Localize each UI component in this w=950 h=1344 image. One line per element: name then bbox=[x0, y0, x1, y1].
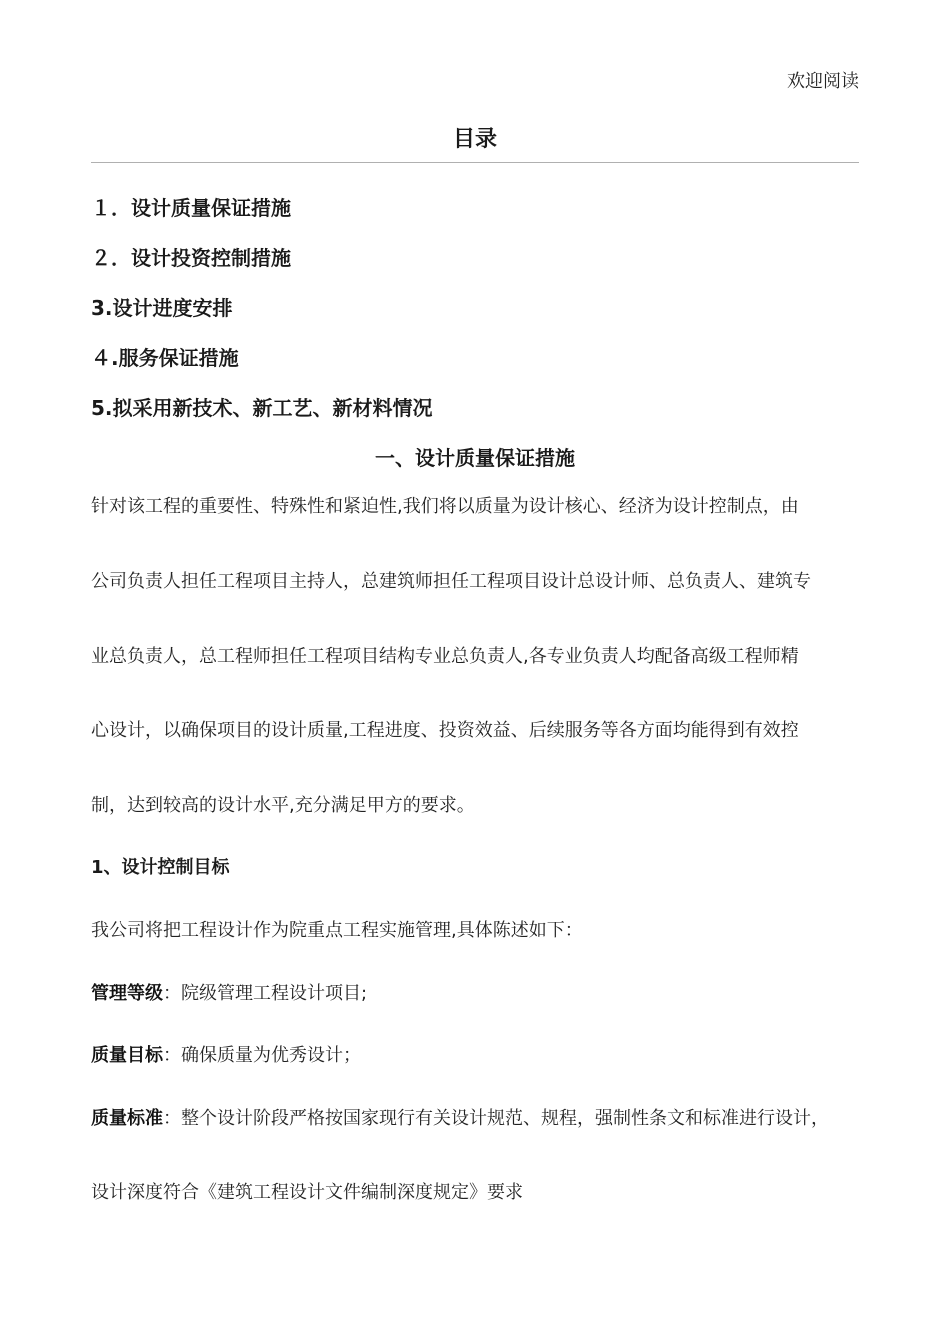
paragraph-line: 针对该工程的重要性、特殊性和紧迫性,我们将以质量为设计核心、经济为设计控制点，由 bbox=[91, 496, 799, 517]
paragraph-line: 公司负责人担任工程项目主持人，总建筑师担任工程项目设计总设计师、总负责人、建筑专 bbox=[91, 571, 811, 592]
management-level-line bbox=[91, 982, 367, 1006]
quality-standard-line bbox=[91, 1107, 829, 1131]
quality-standard-value: ：整个设计阶段严格按国家现行有关设计规范、规程，强制性条文和标准进行设计， bbox=[163, 1108, 829, 1129]
toc-item[interactable]: ２．设计投资控制措施 bbox=[91, 246, 291, 270]
paragraph-line: 心设计，以确保项目的设计质量,工程进度、投资效益、后续服务等各方面均能得到有效控 bbox=[91, 720, 799, 741]
toc-item[interactable]: ４.服务保证措施 bbox=[91, 346, 239, 370]
toc-title: 目录 bbox=[452, 127, 497, 152]
quality-standard-label: 质量标准 bbox=[91, 1108, 163, 1129]
statement-line: 我公司将把工程设计作为院重点工程实施管理,具体陈述如下： bbox=[91, 920, 583, 941]
management-level-label: 管理等级 bbox=[91, 983, 163, 1004]
quality-target-line bbox=[91, 1044, 361, 1068]
section-title: 一、设计质量保证措施 bbox=[375, 446, 575, 470]
management-level-value: ：院级管理工程设计项目; bbox=[163, 983, 368, 1004]
toc-item[interactable]: 5.拟采用新技术、新工艺、新材料情况 bbox=[91, 396, 433, 420]
header-note: 欢迎阅读 bbox=[787, 71, 859, 92]
paragraph-line: 制，达到较高的设计水平,充分满足甲方的要求。 bbox=[91, 795, 475, 816]
toc-item[interactable]: 3.设计进度安排 bbox=[91, 296, 233, 320]
quality-target-label: 质量目标 bbox=[91, 1045, 163, 1066]
toc-divider bbox=[91, 162, 859, 163]
toc-item[interactable]: １．设计质量保证措施 bbox=[91, 196, 291, 220]
paragraph-line: 业总负责人，总工程师担任工程项目结构专业总负责人,各专业负责人均配备高级工程师精 bbox=[91, 646, 799, 667]
quality-target-value: ：确保质量为优秀设计； bbox=[163, 1045, 361, 1066]
continuation-line: 设计深度符合《建筑工程设计文件编制深度规定》要求 bbox=[91, 1182, 523, 1203]
subheading: 1、设计控制目标 bbox=[91, 857, 230, 878]
